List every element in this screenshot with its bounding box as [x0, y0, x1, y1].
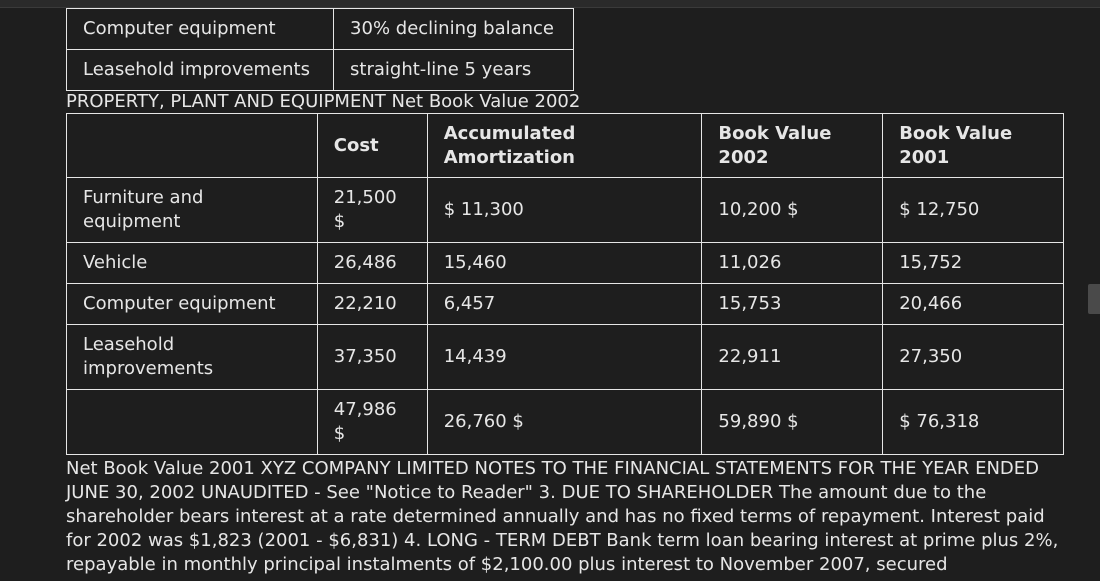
book-value-2001-cell: $ 76,318	[883, 390, 1064, 455]
accumulated-amortization-cell: $ 11,300	[427, 178, 702, 243]
book-value-2001-cell: 27,350	[883, 325, 1064, 390]
table-row	[67, 9, 574, 50]
table-total-row	[67, 390, 1064, 455]
accumulated-amortization-cell: 14,439	[427, 325, 702, 390]
table-row	[67, 178, 1064, 243]
book-value-2001-cell: 20,466	[883, 284, 1064, 325]
table-row	[67, 243, 1064, 284]
book-value-2002-cell: 11,026	[702, 243, 883, 284]
row-label-cell: Vehicle	[67, 243, 318, 284]
cost-cell: 21,500 $	[317, 178, 427, 243]
policy-asset-cell: Leasehold improvements	[67, 50, 334, 91]
policy-method-cell: straight-line 5 years	[334, 50, 574, 91]
header-cell-label	[67, 114, 318, 178]
header-cell-book-value-2002: Book Value 2002	[702, 114, 883, 178]
document-content	[66, 8, 1066, 577]
table-row	[67, 284, 1064, 325]
cost-cell: 22,210	[317, 284, 427, 325]
row-label-cell: Furniture and equipment	[67, 178, 318, 243]
row-label-cell: Leasehold improvements	[67, 325, 318, 390]
book-value-2002-cell: 59,890 $	[702, 390, 883, 455]
ppe-caption: PROPERTY, PLANT AND EQUIPMENT Net Book Value 2002	[66, 91, 581, 112]
row-label-cell: Computer equipment	[67, 284, 318, 325]
scrollbar-thumb[interactable]	[1088, 284, 1100, 314]
book-value-2002-cell: 10,200 $	[702, 178, 883, 243]
table-row	[67, 325, 1064, 390]
accumulated-amortization-cell: 15,460	[427, 243, 702, 284]
row-label-cell	[67, 390, 318, 455]
accumulated-amortization-cell: 26,760 $	[427, 390, 702, 455]
top-toolbar-edge	[0, 0, 1100, 8]
amortization-policy-table	[66, 8, 574, 91]
book-value-2002-cell: 22,911	[702, 325, 883, 390]
cost-cell: 26,486	[317, 243, 427, 284]
cost-cell: 37,350	[317, 325, 427, 390]
book-value-2001-cell: $ 12,750	[883, 178, 1064, 243]
cost-cell: 47,986 $	[317, 390, 427, 455]
table-row	[67, 50, 574, 91]
policy-asset-cell: Computer equipment	[67, 9, 334, 50]
book-value-2002-cell: 15,753	[702, 284, 883, 325]
ppe-table	[66, 113, 1064, 455]
book-value-2001-cell: 15,752	[883, 243, 1064, 284]
notes-paragraph: Net Book Value 2001 XYZ COMPANY LIMITED NOTES TO THE FINANCIAL STATEMENTS FOR THE YEAR ENDED JUNE 30, 2002 UNAUDITED - See "Notice to Reader" 3. DUE TO SHAREHOLDER The amount due to the shareholder bears interest at a rate determined annually and has no fixed terms of repayment. Interest paid for 2002 was $1,823 (2001 - $6,831) 4. LONG - TERM DEBT Bank term loan bearing interest at prime plus 2%, repayable in monthly principal instalments of $2,100.00 plus interest to November 2007, secured	[66, 458, 1059, 575]
accumulated-amortization-cell: 6,457	[427, 284, 702, 325]
policy-method-cell: 30% declining balance	[334, 9, 574, 50]
header-cell-accumulated-amortization: Accumulated Amortization	[427, 114, 702, 178]
header-cell-cost: Cost	[317, 114, 427, 178]
table-header-row	[67, 114, 1064, 178]
header-cell-book-value-2001: Book Value 2001	[883, 114, 1064, 178]
